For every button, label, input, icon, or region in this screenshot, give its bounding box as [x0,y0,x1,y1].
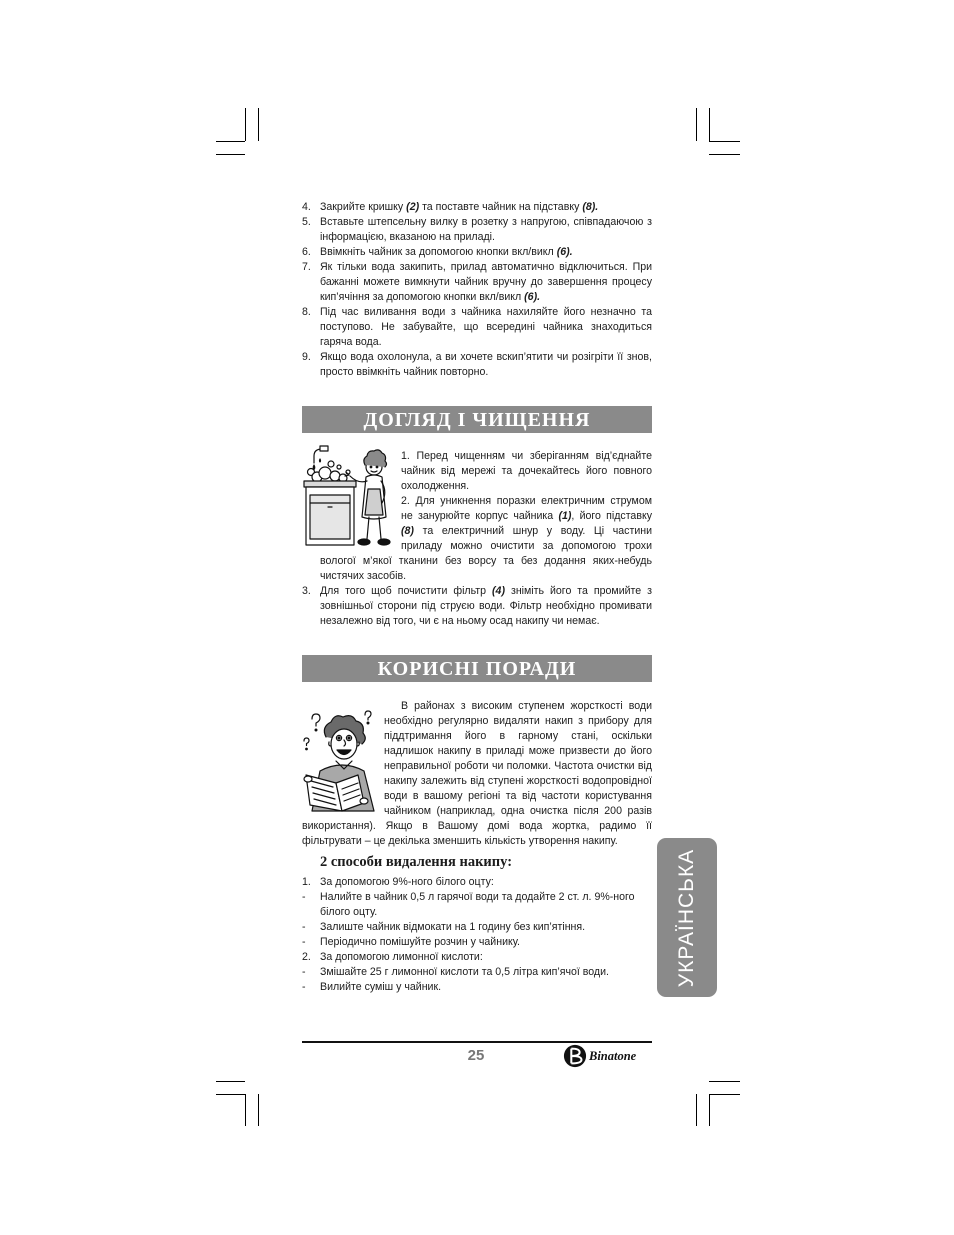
care-item-3 [302,584,652,629]
care-intro [302,449,652,584]
crop-mark [709,108,710,141]
crop-mark [709,1081,740,1082]
crop-mark [709,1094,740,1095]
care-item-number: 3. [302,585,311,597]
part-reference: (8) [401,525,414,537]
usage-step-8 [302,305,652,350]
step-number: 7. [302,261,311,273]
section-heading-care: ДОГЛЯД І ЧИЩЕННЯ [302,406,652,433]
list-item [302,965,652,980]
page-number: 25 [467,1047,485,1064]
list-marker: 1. [302,876,311,888]
list-marker: 2. [302,951,311,963]
descaling-subheading: 2 способи видалення накипу: [320,854,513,870]
list-marker: - [302,921,306,933]
crop-mark [216,141,245,142]
step-number: 5. [302,216,311,228]
step-number: 4. [302,201,311,213]
list-item [302,950,652,965]
step-text: Вставьте штепсельну вилку в розетку з напругою, співпадаючою з інформацією, вказаною на приладі. [320,216,652,243]
crop-mark [216,1081,245,1082]
language-tab-label: УКРАЇНСЬКА [675,848,698,987]
list-text: Змішайте 25 г лимонної кислоти та 0,5 літра кип’ячої води. [320,966,609,978]
step-text: Ввімкніть чайник за допомогою кнопки вкл/викл [320,246,557,258]
crop-mark [258,108,259,141]
step-text: Під час виливання води з чайника нахиляйте його незначно та поступово. Не забувайте, що всередині чайника знаходиться гаряча вода. [320,306,652,348]
list-marker: - [302,936,306,948]
descaling-list [302,875,652,995]
list-text: За допомогою 9%-ного білого оцту: [320,876,494,888]
list-text: Періодично помішуйте розчин у чайнику. [320,936,520,948]
care-item-text: , його підставку [571,510,652,522]
step-text: Як тільки вода закипить, прилад автоматично відключиться. При бажанні можете вимкнути чайник вручну до завершення процесу кип’ячіння за допомогою кнопки вкл/викл [320,261,652,303]
list-item [302,935,652,950]
step-text: Закрийте кришку [320,201,407,213]
part-reference: (4) [492,585,505,597]
care-item-number: 1. [401,450,410,462]
crop-mark [245,1094,246,1126]
step-number: 9. [302,351,311,363]
list-marker: - [302,966,306,978]
crop-mark [709,1094,710,1126]
list-marker: - [302,891,306,903]
crop-mark [216,154,245,155]
list-marker: - [302,981,306,993]
list-text: За допомогою лимонної кислоти: [320,951,483,963]
part-reference: (6). [524,291,541,303]
crop-mark [709,141,740,142]
usage-step-6 [302,245,652,260]
crop-mark [245,108,246,141]
care-item-text: зніміть його та промийте з зовнішньої сторони під струєю води. Фільтр необхідно промивати незалежно від того, чи є на ньому осад накипу чи немає. [320,585,652,627]
cleaning-illustration-frame [302,449,395,552]
person-reading-book-illustration [302,709,380,813]
crop-mark [696,1094,697,1126]
step-text: та поставте чайник на підставку [419,201,583,213]
usage-step-9 [302,350,652,380]
language-tab [657,838,717,997]
list-text: Залиште чайник відмокати на 1 годину без кип’ятіння. [320,921,586,933]
care-item-text: Для уникнення поразки електричним струмом не занурюйте корпус чайника [401,495,652,522]
list-item [302,875,652,890]
care-section [302,449,652,629]
tips-section [302,699,652,995]
part-reference: (2) [406,201,420,213]
list-text: Вилийте суміш у чайник. [320,981,442,993]
binatone-logo-icon [563,1044,587,1068]
section-heading-tips: КОРИСНІ ПОРАДИ [302,655,652,682]
step-number: 6. [302,246,311,258]
step-text: Якщо вода охолонула, а ви хочете вскип’ятити чи розігріти її знов, просто ввімкніть чайник повторно. [320,351,652,378]
care-item-text: Перед чищенням чи зберіганням від’єднайте чайник від мережі та дочекайтесь його повного охолодження. [401,450,652,492]
footer-rule [302,1041,652,1043]
usage-step-7 [302,260,652,305]
care-item-text: та електричний шнур у воду. Ці частини приладу можно очистити за допомогою трохи вологої м’якої тканини без ворсу та без додання яких-небудь чистячих засобів. [320,525,652,582]
usage-step-4 [302,200,652,215]
brand-logo [563,1044,636,1068]
person-washing-kettle-illustration [302,445,392,553]
brand-name: Binatone [589,1048,637,1063]
usage-step-5 [302,215,652,245]
care-item-number: 2. [401,495,410,507]
part-reference: (8). [582,201,599,213]
part-reference: (6). [556,246,573,258]
crop-mark [216,1094,245,1095]
tips-illustration-frame [302,699,378,817]
list-item [302,920,652,935]
tips-paragraph: В районах з високим ступенем жорсткості води необхідно регулярно видаляти накип з прибору для піддтримання його в гарному стані, оскільки надлишок накипу в приладі може призвести до його неправильної роботи чи поломки. Частота очистки від накипу залежить від ступені жорсткості водопровідної води в вашому регіоні та від частоти користування чайником (наприклад, одна очистка після 200 разів використання). Якщо в Вашому домі вода жортка, радимо її фільтрувати – це декілька зменшить кількість утворення накипу. [302,700,652,847]
list-item [302,980,652,995]
crop-mark [258,1094,259,1126]
usage-steps [302,200,652,380]
crop-mark [696,108,697,141]
step-number: 8. [302,306,311,318]
care-item-text: Для того щоб почистити фільтр [320,585,493,597]
list-text: Налийте в чайник 0,5 л гарячої води та додайте 2 ст. л. 9%-ного білого оцту. [320,891,635,918]
list-item [302,890,652,920]
crop-mark [709,154,740,155]
part-reference: (1) [558,510,572,522]
